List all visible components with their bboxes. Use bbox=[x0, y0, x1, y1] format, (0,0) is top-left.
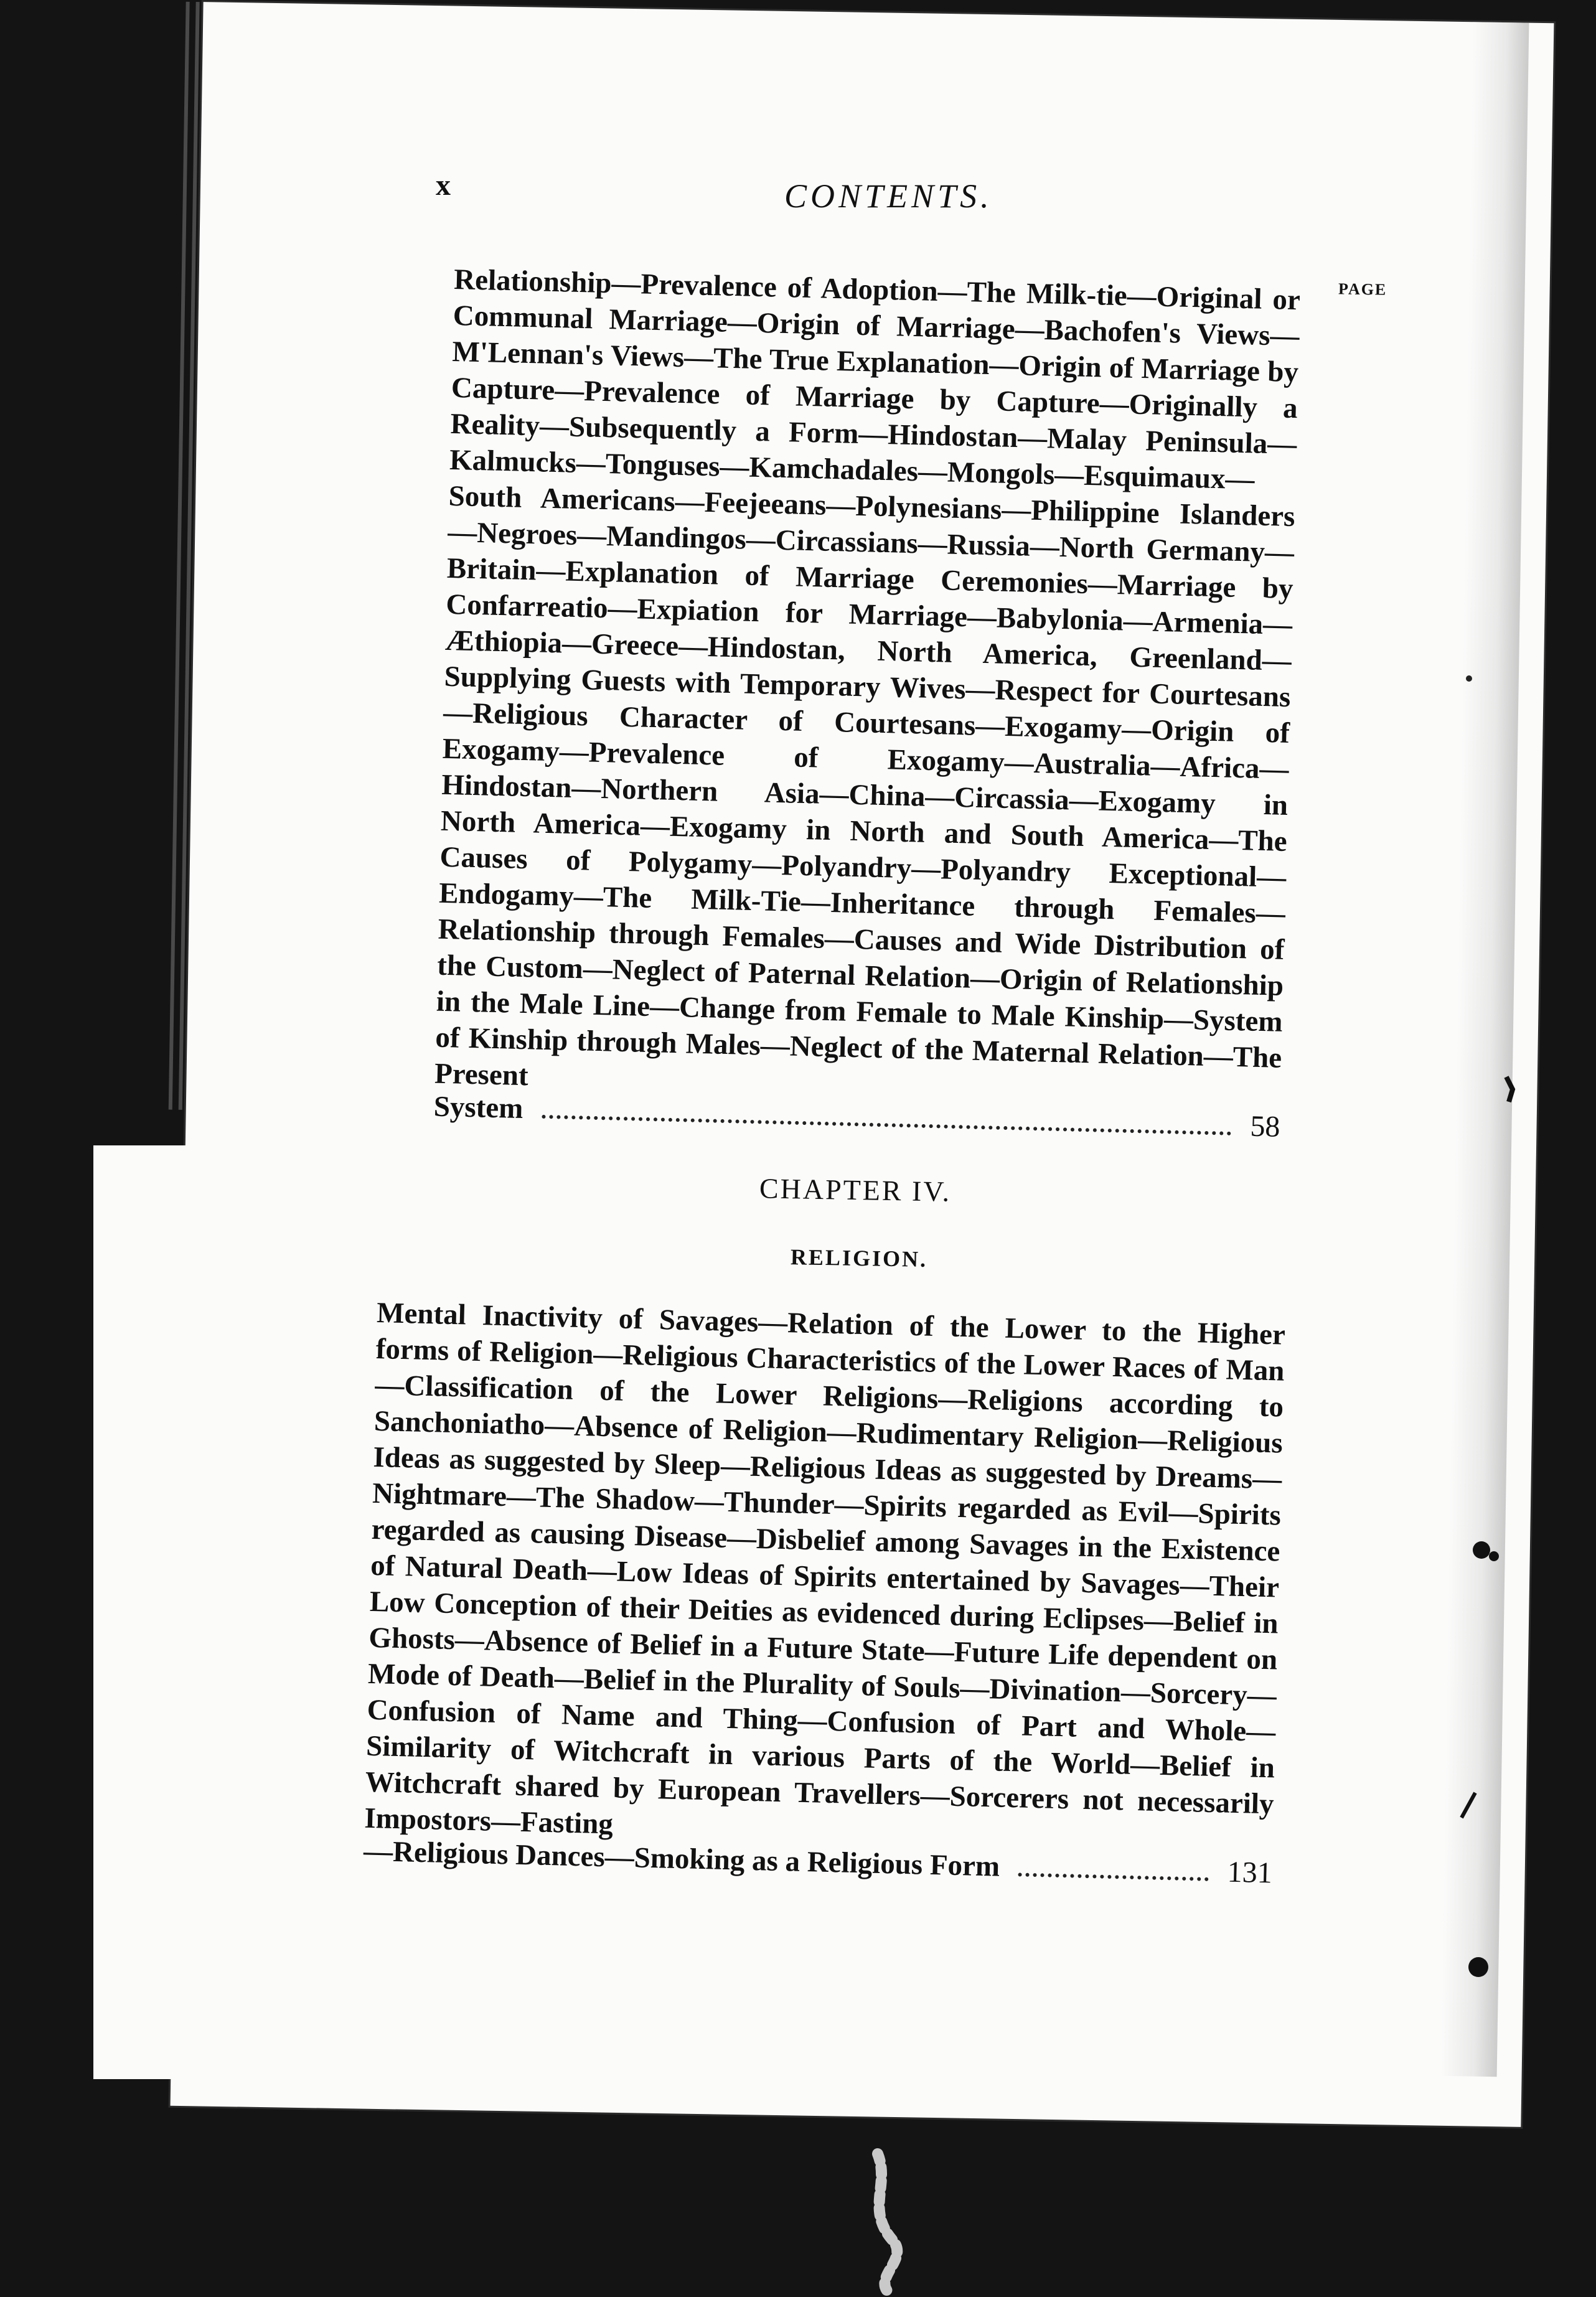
entry-page-number: 131 bbox=[1227, 1855, 1273, 1890]
chapter-subtitle: RELIGION. bbox=[790, 1244, 928, 1272]
contents-entry bbox=[433, 261, 1300, 1145]
page-header bbox=[436, 168, 1432, 224]
entry-page-number: 58 bbox=[1249, 1109, 1281, 1144]
dot-leaders bbox=[1018, 1872, 1209, 1881]
page-lower-left-margin bbox=[93, 1145, 199, 2079]
binding-thread-mark bbox=[834, 2148, 946, 2297]
chapter-heading: CHAPTER IV. bbox=[759, 1172, 952, 1208]
page-edge-line bbox=[169, 2, 190, 1110]
page-column-label: PAGE bbox=[1338, 279, 1387, 299]
entry-last-word: —Religious Dances—Smoking as a Religious Form bbox=[363, 1834, 1000, 1883]
page-edge-line bbox=[179, 2, 200, 1110]
entry-summary: Mental Inactivity of Savages—Relation of the Lower to the Higher forms of Religion—Religious Characteristics of the Lower Races of Man—Classification of the Lower Religions—Religions according to Sanchoniatho—Absence of Religion—Rudimentary Religion—Religious Ideas as suggested by Sleep—Religious Ideas as suggested by Dreams—Nightmare—The Shadow—Thunder—Spirits regarded as Evil—Spirits regarded as causing Disease—Disbelief among Savages in the Existence of Natural Death—Low Ideas of Spirits entertained by Savages—Their Low Conception of their Deities as evidenced during Eclipses—Belief in Ghosts—Absence of Belief in a Future State—Future Life dependent on Mode of Death—Belief in the Plurality of Souls—Divination—Sorcery—Confusion of Name and Thing—Confusion of Part and Whole—Similarity of Witchcraft in various Parts of the World—Belief in Witchcraft shared by European Travellers—Sorcerers not necessarily Impostors—Fasting bbox=[364, 1296, 1286, 1841]
scan-specks bbox=[1457, 622, 1581, 1992]
entry-summary: Relationship—Prevalence of Adoption—The Milk-tie—Original or Communal Marriage—Origin of Marriage—Bachofen's Views—M'Lennan's Views—The True Explanation—Origin of Marriage by Capture—Prevalence of Marriage by Capture—Originally a Reality—Subsequently a Form—Hindostan—Malay Peninsula—Kalmucks—Tonguses—Kamchadales—Mongols—Esquimaux—South Americans—Feejeeans—Polynesians—Philippine Islanders—Negroes—Mandingos—Circassians—Russia—North Germany—Britain—Explanation of Marriage Ceremonies—Marriage by Confarreatio—Expiation for Marriage—Babylonia—Armenia—Æthiopia—Greece—Hindostan, North America, Greenland—Supplying Guests with Temporary Wives—Respect for Courtesans—Religious Character of Courtesans—Exogamy—Origin of Exogamy—Prevalence of Exogamy—Australia—Africa—Hindostan—Northern Asia—China—Circassia—Exogamy in North America—Exogamy in North and South America—The Causes of Polygamy—Polyandry—Polyandry Exceptional—Endogamy—The Milk-Tie—Inheritance through Females—Relationship through Females—Causes and Wide Distribution of the Custom—Neglect of Paternal Relation—Origin of Relationship in the Male Line—Change from Female to Male Kinship—System of Kinship through Males—Neglect of the Maternal Relation—The Present bbox=[434, 263, 1301, 1092]
running-title: CONTENTS. bbox=[784, 177, 993, 215]
page-number-roman: x bbox=[436, 169, 451, 202]
entry-last-word: System bbox=[433, 1090, 524, 1125]
contents-entry bbox=[363, 1295, 1285, 1891]
